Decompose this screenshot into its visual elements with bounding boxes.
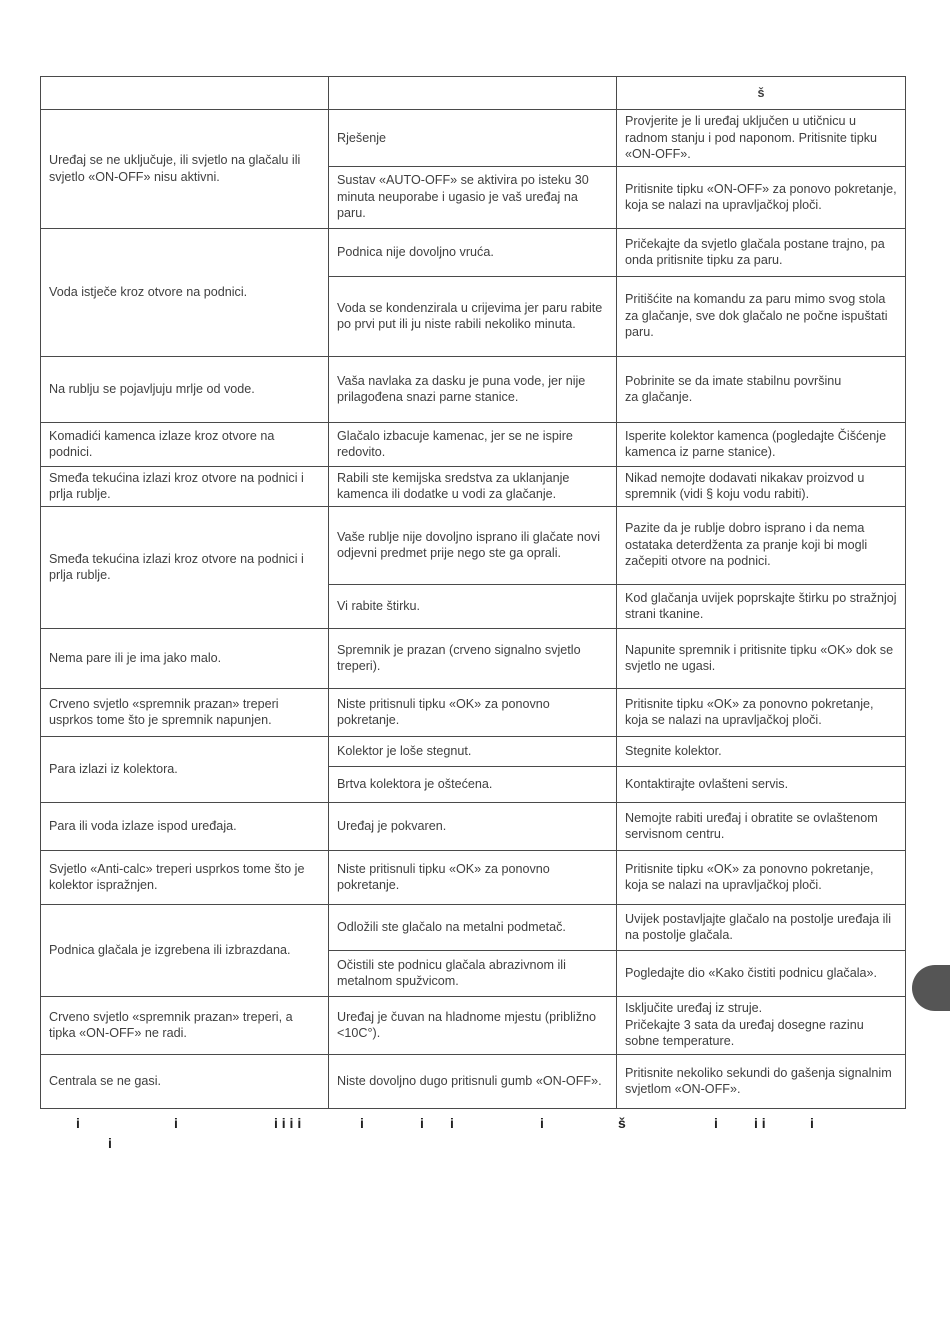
solution-cell: Uvijek postavljajte glačalo na postolje uređaja ili na postolje glačala. <box>617 904 906 950</box>
table-row <box>41 850 906 904</box>
problem-cell: Svjetlo «Anti-calc» treperi usprkos tome što je kolektor ispražnjen. <box>41 850 329 904</box>
table-row <box>41 506 906 584</box>
problem-cell: Centrala se ne gasi. <box>41 1054 329 1108</box>
table-row <box>41 356 906 422</box>
table-row <box>41 628 906 688</box>
solution-cell: Stegnite kolektor. <box>617 736 906 766</box>
table-header-row <box>41 77 906 110</box>
solution-cell: Pritišćite na komandu za paru mimo svog stola za glačanje, sve dok glačalo ne počne ispuštati paru. <box>617 276 906 356</box>
table-row <box>41 466 906 506</box>
cause-cell: Očistili ste podnicu glačala abrazivnom ili metalnom spužvicom. <box>329 950 617 996</box>
problem-cell: Para izlazi iz kolektora. <box>41 736 329 802</box>
header-solution: š <box>617 77 906 110</box>
page-tab-marker <box>912 965 950 1011</box>
header-problem <box>41 77 329 110</box>
solution-cell: Kod glačanja uvijek poprskajte štirku po stražnjoj strani tkanine. <box>617 584 906 628</box>
problem-cell: Crveno svjetlo «spremnik prazan» treperi, a tipka «ON-OFF» ne radi. <box>41 996 329 1054</box>
footer-glyph: i <box>450 1115 454 1131</box>
solution-cell: Isključite uređaj iz struje. Pričekajte 3 sata da uređaj dosegne razinu sobne temperature. <box>617 996 906 1054</box>
cause-cell: Brtva kolektora je oštećena. <box>329 766 617 802</box>
solution-cell: Pazite da je rublje dobro isprano i da nema ostataka deterdženta za pranje koji bi mogli začepiti otvore na podnici. <box>617 506 906 584</box>
cause-cell: Uređaj je čuvan na hladnome mjestu (približno <10C°). <box>329 996 617 1054</box>
cause-cell: Kolektor je loše stegnut. <box>329 736 617 766</box>
header-cause <box>329 77 617 110</box>
troubleshooting-table <box>40 76 906 1109</box>
solution-cell: Pritisnite tipku «ON-OFF» za ponovo pokretanje, koja se nalazi na upravljačkoj ploči. <box>617 166 906 228</box>
table-row <box>41 1054 906 1108</box>
footer-glyph: i <box>76 1115 80 1131</box>
cause-cell: Niste dovoljno dugo pritisnuli gumb «ON-OFF». <box>329 1054 617 1108</box>
footer-glyph: i <box>174 1115 178 1131</box>
problem-cell: Podnica glačala je izgrebena ili izbrazdana. <box>41 904 329 996</box>
table-row <box>41 228 906 276</box>
cause-cell: Vaša navlaka za dasku je puna vode, jer nije prilagođena snazi parne stanice. <box>329 356 617 422</box>
cause-cell: Rješenje <box>329 110 617 167</box>
table-row <box>41 688 906 736</box>
cause-cell: Uređaj je pokvaren. <box>329 802 617 850</box>
cause-cell: Spremnik je prazan (crveno signalno svjetlo treperi). <box>329 628 617 688</box>
table-row <box>41 110 906 167</box>
table-row <box>41 802 906 850</box>
footer-glyph: i <box>810 1115 814 1131</box>
solution-cell: Pritisnite tipku «OK» za ponovno pokretanje, koja se nalazi na upravljačkoj ploči. <box>617 688 906 736</box>
cause-cell: Odložili ste glačalo na metalni podmetač. <box>329 904 617 950</box>
solution-cell: Isperite kolektor kamenca (pogledajte Čišćenje kamenca iz parne stanice). <box>617 422 906 466</box>
table-row <box>41 736 906 766</box>
cause-cell: Rabili ste kemijska sredstva za uklanjanje kamenca ili dodatke u vodi za glačanje. <box>329 466 617 506</box>
footer-glyph: i <box>714 1115 718 1131</box>
problem-cell: Crveno svjetlo «spremnik prazan» treperi usprkos tome što je spremnik napunjen. <box>41 688 329 736</box>
cause-cell: Vaše rublje nije dovoljno isprano ili glačate novi odjevni predmet prije nego ste ga oprali. <box>329 506 617 584</box>
solution-cell: Pritisnite nekoliko sekundi do gašenja signalnim svjetlom «ON-OFF». <box>617 1054 906 1108</box>
cause-cell: Sustav «AUTO-OFF» se aktivira po isteku 30 minuta neuporabe i ugasio je vaš uređaj na paru. <box>329 166 617 228</box>
cause-cell: Glačalo izbacuje kamenac, jer se ne ispire redovito. <box>329 422 617 466</box>
solution-cell: Napunite spremnik i pritisnite tipku «OK» dok se svjetlo ne ugasi. <box>617 628 906 688</box>
problem-cell: Nema pare ili je ima jako malo. <box>41 628 329 688</box>
problem-cell: Na rublju se pojavljuju mrlje od vode. <box>41 356 329 422</box>
footer-glyph: i i i i <box>274 1115 302 1131</box>
solution-cell: Pritisnite tipku «OK» za ponovno pokretanje, koja se nalazi na upravljačkoj ploči. <box>617 850 906 904</box>
table-row <box>41 422 906 466</box>
solution-cell: Provjerite je li uređaj uključen u utičnicu u radnom stanju i pod naponom. Pritisnite tipku «ON-OFF». <box>617 110 906 167</box>
problem-cell: Smeđa tekućina izlazi kroz otvore na podnici i prlja rublje. <box>41 506 329 628</box>
solution-cell: Kontaktirajte ovlašteni servis. <box>617 766 906 802</box>
cause-cell: Vi rabite štirku. <box>329 584 617 628</box>
problem-cell: Smeđa tekućina izlazi kroz otvore na podnici i prlja rublje. <box>41 466 329 506</box>
footer-glyph: š <box>618 1115 626 1131</box>
solution-cell: Pobrinite se da imate stabilnu površinu za glačanje. <box>617 356 906 422</box>
footer-glyph: i <box>360 1115 364 1131</box>
problem-cell: Komadići kamenca izlaze kroz otvore na podnici. <box>41 422 329 466</box>
footer-glyph: i <box>420 1115 424 1131</box>
footer-glyph: i <box>108 1135 112 1151</box>
problem-cell: Voda istječe kroz otvore na podnici. <box>41 228 329 356</box>
problem-cell: Para ili voda izlaze ispod uređaja. <box>41 802 329 850</box>
solution-cell: Nemojte rabiti uređaj i obratite se ovlaštenom servisnom centru. <box>617 802 906 850</box>
problem-cell: Uređaj se ne uključuje, ili svjetlo na glačalu ili svjetlo «ON-OFF» nisu aktivni. <box>41 110 329 229</box>
table-row <box>41 904 906 950</box>
solution-cell: Nikad nemojte dodavati nikakav proizvod u spremnik (vidi § koju vodu rabiti). <box>617 466 906 506</box>
footer-glyph: i <box>540 1115 544 1131</box>
footer-glyph: i i <box>754 1115 766 1131</box>
cause-cell: Voda se kondenzirala u crijevima jer paru rabite po prvi put ili ju niste rabili nekoliko minuta. <box>329 276 617 356</box>
solution-cell: Pogledajte dio «Kako čistiti podnicu glačala». <box>617 950 906 996</box>
solution-cell: Pričekajte da svjetlo glačala postane trajno, pa onda pritisnite tipku za paru. <box>617 228 906 276</box>
cause-cell: Niste pritisnuli tipku «OK» za ponovno pokretanje. <box>329 688 617 736</box>
footer-note <box>40 1115 905 1155</box>
cause-cell: Podnica nije dovoljno vruća. <box>329 228 617 276</box>
table-row <box>41 996 906 1054</box>
cause-cell: Niste pritisnuli tipku «OK» za ponovno pokretanje. <box>329 850 617 904</box>
